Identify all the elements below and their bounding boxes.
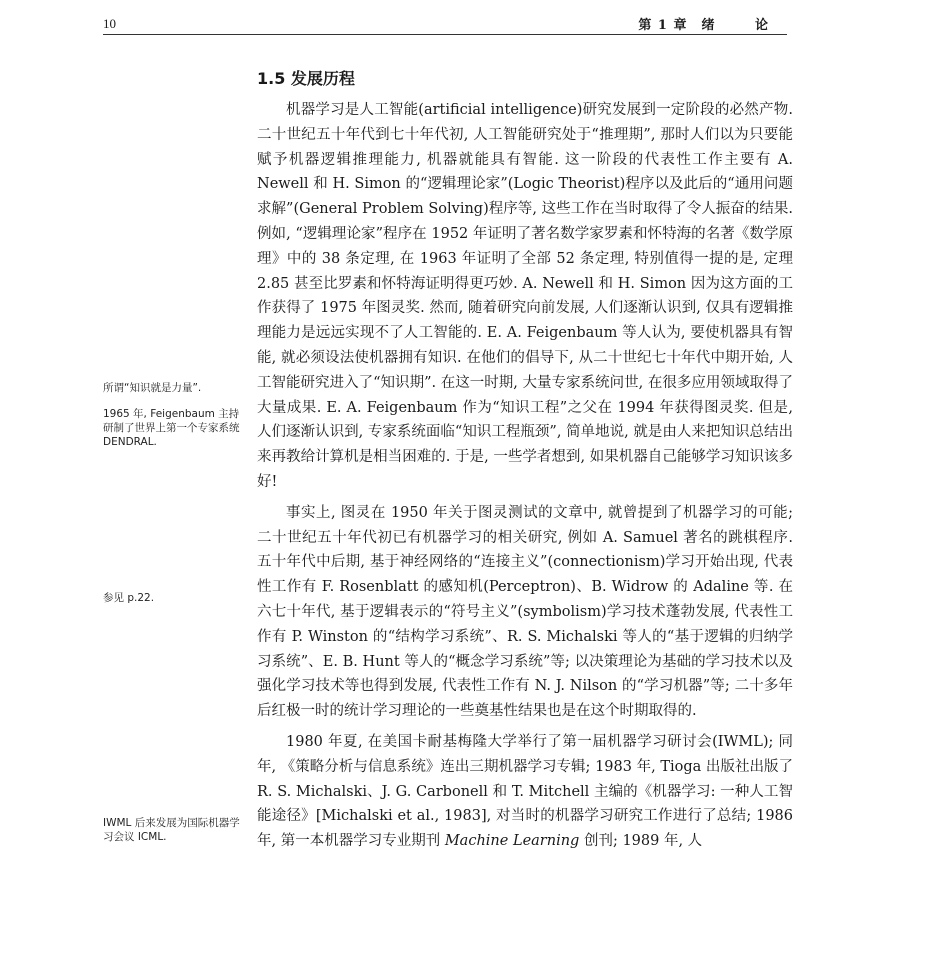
margin-note-knowledge-power: 所谓“知识就是力量”. [103, 382, 202, 394]
section-heading: 1.5 发展历程 [257, 69, 355, 88]
paragraph-3-text-after: 创刊; 1989 年, 人 [579, 833, 703, 850]
paragraph-3-text-before: 1980 年夏, 在美国卡耐基梅隆大学举行了第一届机器学习研讨会(IWML); 同年, 《策略分析与信息系统》连出三期机器学习专辑; 1983 年, Tioga 出版社出版了 R. S. Michalski、J. G. Carbonell 和 T. Mitchell 主编的《机器学习: 一种人工智能途径》[Michalski et al., 1983], 对当时的机器学习研究工作进行了总结; 1986 年, 第一本机器学习专业期刊 [257, 733, 793, 850]
margin-note-see-page: 参见 p.22. [103, 592, 155, 604]
paragraph-3 [257, 730, 793, 854]
running-head [638, 14, 786, 33]
chapter-title: 绪 论 [701, 18, 786, 33]
paragraph-2: 事实上, 图灵在 1950 年关于图灵测试的文章中, 就曾提到了机器学习的可能; 二十世纪五十年代初已有机器学习的相关研究, 例如 A. Samuel 著名的跳棋程序. 五十年代中后期, 基于神经网络的“连接主义”(connectionism)学习开始出现, 代表性工作有 F. Rosenblatt 的感知机(Perceptron)、B. Widrow 的 Adaline 等. 在六七十年代, 基于逻辑表示的“符号主义”(symbolism)学习技术蓬勃发展, 代表性工作有 P. Winston 的“结构学习系统”、R. S. Michalski 等人的“基于逻辑的归纳学习系统”、E. B. Hunt 等人的“概念学习系统”等; 以决策理论为基础的学习技术以及强化学习技术等也得到发展, 代表性工作有 N. J. Nilson 的“学习机器”等; 二十多年后红极一时的统计学习理论的一些奠基性结果也是在这个时期取得的. [257, 504, 793, 720]
margin-note-dendral: 1965 年, Feigenbaum 主持研制了世界上第一个专家系统 DENDRAL. [103, 408, 240, 448]
chapter-label: 第 1 章 [638, 18, 688, 33]
body-text [257, 98, 793, 860]
margin-note-iwml: IWML 后来发展为国际机器学习会议 ICML. [103, 817, 240, 843]
page-number: 10 [103, 16, 116, 31]
header-rule [103, 34, 787, 35]
journal-title: Machine Learning [444, 833, 580, 850]
paragraph-1: 机器学习是人工智能(artificial intelligence)研究发展到一定阶段的必然产物. 二十世纪五十年代到七十年代初, 人工智能研究处于“推理期”, 那时人们以为只要能赋予机器逻辑推理能力, 机器就能具有智能. 这一阶段的代表性工作主要有 A. Newell 和 H. Simon 的“逻辑理论家”(Logic Theorist)程序以及此后的“通用问题求解”(General Problem Solving)程序等, 这些工作在当时取得了令人振奋的结果. 例如, “逻辑理论家”程序在 1952 年证明了著名数学家罗素和怀特海的名著《数学原理》中的 38 条定理, 在 1963 年证明了全部 52 条定理, 特别值得一提的是, 定理 2.85 甚至比罗素和怀特海证明得更巧妙. A. Newell 和 H. Simon 因为这方面的工作获得了 1975 年图灵奖. 然而, 随着研究向前发展, 人们逐渐认识到, 仅具有逻辑推理能力是远远实现不了人工智能的. E. A. Feigenbaum 等人认为, 要使机器具有智能, 就必须设法使机器拥有知识. 在他们的倡导下, 从二十世纪七十年代中期开始, 人工智能研究进入了“知识期”. 在这一时期, 大量专家系统问世, 在很多应用领域取得了大量成果. E. A. Feigenbaum 作为“知识工程”之父在 1994 年获得图灵奖. 但是, 人们逐渐认识到, 专家系统面临“知识工程瓶颈”, 简单地说, 就是由人来把知识总结出来再教给计算机是相当困难的. 于是, 一些学者想到, 如果机器自己能够学习知识该多好! [257, 102, 793, 490]
